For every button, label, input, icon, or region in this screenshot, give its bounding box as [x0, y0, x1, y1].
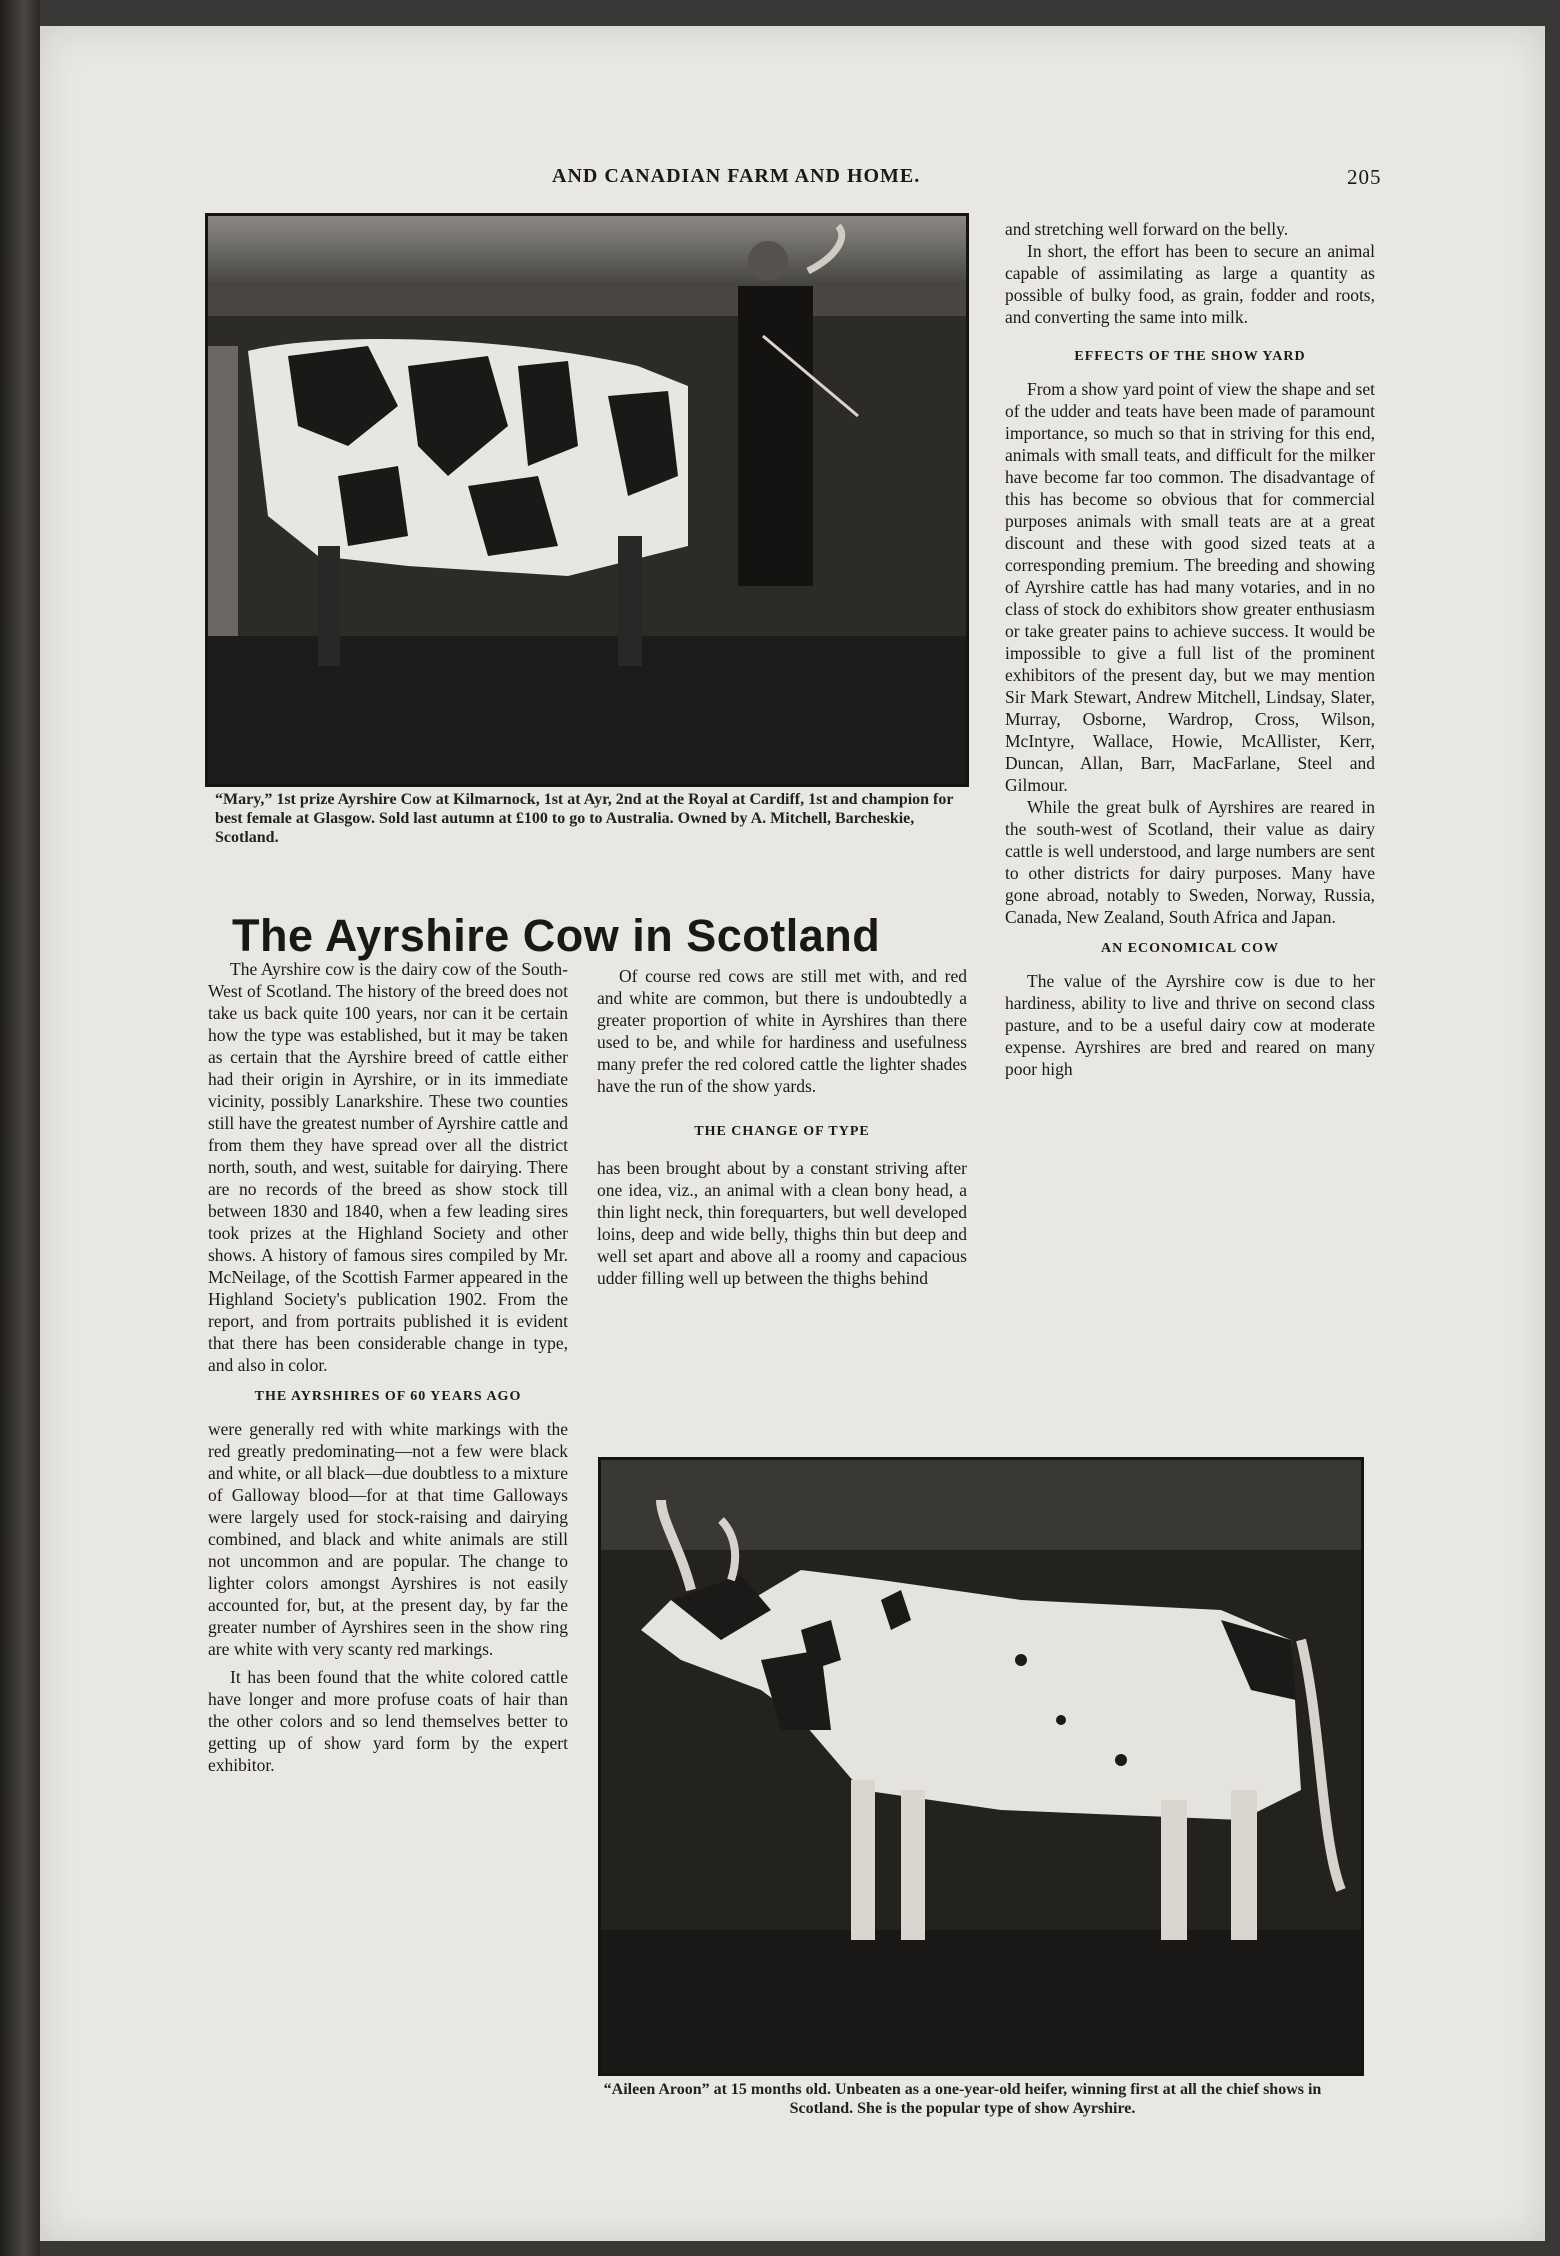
- paragraph: While the great bulk of Ayrshires are reared in the south-west of Scotland, their value as dairy cattle is well understood, and large numbers are sent to other districts for dairy purposes. Many have gone abroad, notably to Sweden, Norway, Russia, Canada, New Zealand, South Africa and Japan.: [1005, 797, 1375, 927]
- photo-aileen-aroon-caption: “Aileen Aroon” at 15 months old. Unbeaten as a one-year-old heifer, winning first at all the chief shows in Scotland. She is the popular type of show Ayrshire.: [603, 2081, 1322, 2117]
- paragraph: The value of the Ayrshire cow is due to her hardiness, ability to live and thrive on second class pasture, and to be a useful dairy cow at moderate expense. Ayrshires are bred and reared on many poor high: [1005, 971, 1375, 1079]
- paragraph: From a show yard point of view the shape and set of the udder and teats have been made of paramount importance, so much so that in striving for this end, animals with small teats, and difficult for the milker have become far too common. The disadvantage of this has become so obvious that for commercial purposes animals with small teats are at a great discount and these with good sized teats at a corresponding premium. The breeding and showing of Ayrshire cattle has had many votaries, and in no class of stock do exhibitors show greater enthusiasm or take greater pains to achieve success. It would be impossible to give a full list of the prominent exhibitors of the present day, but we may mention Sir Mark Stewart, Andrew Mitchell, Lindsay, Slater, Murray, Osborne, Wardrop, Cross, Wilson, McIntyre, Wallace, Howie, McAllister, Kerr, Duncan, Allan, Barr, MacFarlane, Steel and Gilmour.: [1005, 379, 1375, 795]
- photo-aileen-aroon-image: [601, 1460, 1361, 2073]
- article-title: The Ayrshire Cow in Scotland: [232, 910, 881, 962]
- subhead-economical-cow: AN ECONOMICAL COW: [1100, 941, 1279, 956]
- paragraph: It has been found that the white colored cattle have longer and more profuse coats of hair than the other colors and so lend themselves better to getting up of show yard form by the expert exhibitor.: [208, 1667, 568, 1775]
- article-column-3: [1005, 218, 1375, 1080]
- paragraph: were generally red with white markings with the red greatly predominating—not a few were black and white, or all black—due doubtless to a mixture of Galloway blood—for at that time Galloways were largely used for stock-raising and dairying combined, and black and white animals are still not uncommon and are popular. The change to lighter colors amongst Ayrshires is not easily accounted for, but, at the present day, by far the greater number of Ayrshires seen in the show ring are white with very scanty red markings.: [208, 1419, 568, 1659]
- paragraph: has been brought about by a constant striving after one idea, viz., an animal with a clean bony head, a thin light neck, thin forequarters, but well developed loins, deep and wide belly, thighs thin but deep and well set apart and above all a roomy and capacious udder filling well up between the thighs behind: [597, 1158, 967, 1288]
- paragraph: In short, the effort has been to secure an animal capable of assimilating as large a quantity as possible of bulky food, as grain, fodder and roots, and converting the same into milk.: [1005, 241, 1375, 327]
- photo-aileen-aroon: [598, 1457, 1364, 2076]
- page-number: 205: [1347, 165, 1382, 189]
- paragraph: The Ayrshire cow is the dairy cow of the South-West of Scotland. The history of the breed does not take us back quite 100 years, nor can it be certain how the type was established, but it may be taken as certain that the Ayrshire breed of cattle either had their origin in Ayrshire, or in its immediate vicinity, possibly Lanarkshire. These two counties still have the greatest number of Ayrshire cattle and from them they have spread over all the district north, south, and west, suitable for dairying. There are no records of the breed as show stock till between 1830 and 1840, when a few leading sires took prizes at the Highland Society and other shows. A history of famous sires compiled by Mr. McNeilage, of the Scottish Farmer appeared in the Highland Society's publication 1902. From the report, and from portraits published it is evident that there has been considerable change in type, and also in color.: [208, 959, 568, 1375]
- running-head: AND CANADIAN FARM AND HOME.: [552, 165, 921, 187]
- subhead-effects-of-show-yard: EFFECTS OF THE SHOW YARD: [1074, 349, 1306, 364]
- paragraph: Of course red cows are still met with, and red and white are common, but there is undoubtedly a greater proportion of white in Ayrshires than there used to be, and while for hardiness and usefulness many prefer the red colored cattle the lighter shades have the run of the show yards.: [597, 966, 967, 1096]
- article-column-1: [208, 958, 568, 1776]
- subhead-change-of-type: THE CHANGE OF TYPE: [694, 1124, 870, 1139]
- subhead-ayrshires-60-years: THE AYRSHIRES OF 60 YEARS AGO: [254, 1389, 522, 1404]
- photo-mary-caption: “Mary,” 1st prize Ayrshire Cow at Kilmarnock, 1st at Ayr, 2nd at the Royal at Cardiff, 1st and champion for best female at Glasgow. Sold last autumn at £100 to go to Australia. Owned by A. Mitchell, Barcheskie, Scotland.: [215, 791, 954, 846]
- photo-mary-image: [208, 216, 966, 784]
- paragraph: and stretching well forward on the belly.: [1005, 219, 1289, 239]
- scan-left-edge: [0, 0, 40, 2256]
- article-column-2: [597, 965, 967, 1289]
- photo-mary: [205, 213, 969, 787]
